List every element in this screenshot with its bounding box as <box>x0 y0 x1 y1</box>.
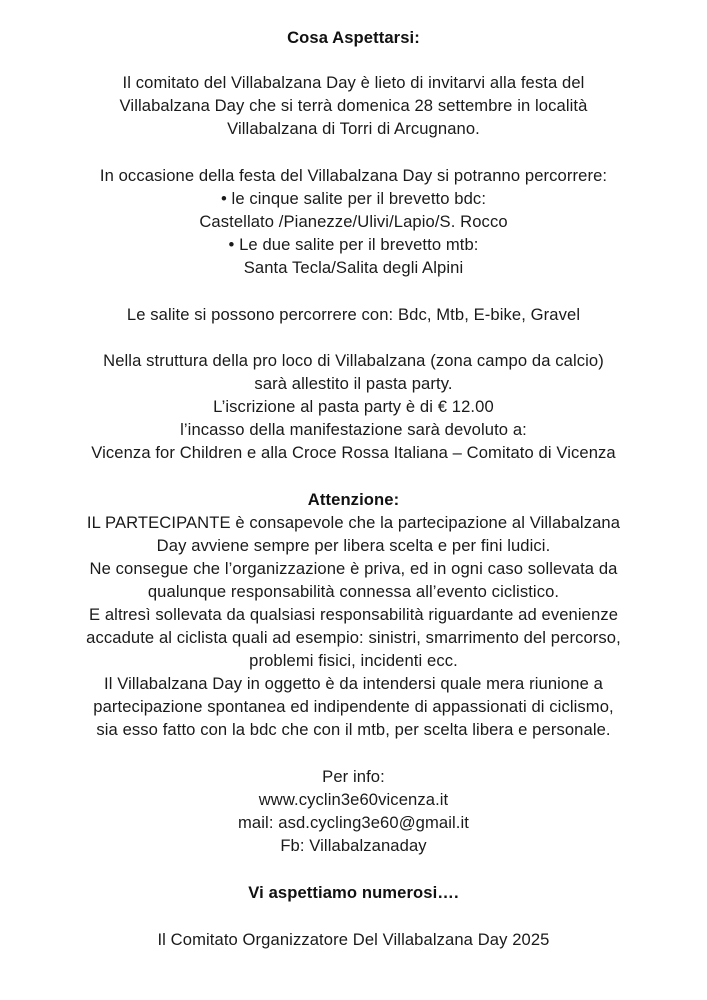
routes-line-4: • Le due salite per il brevetto mtb: <box>228 235 479 254</box>
routes-line-5: Santa Tecla/Salita degli Alpini <box>243 258 464 277</box>
signature-line: Il Comitato Organizzatore Del Villabalzana Day 2025 <box>157 930 550 949</box>
attention-line-10: sia esso fatto con la bdc che con il mtb, per scelta libera e personale. <box>96 720 611 739</box>
pasta-party-line-1: Nella struttura della pro loco di Villabalzana (zona campo da calcio) <box>103 351 604 370</box>
intro-line-3: Villabalzana di Torri di Arcugnano. <box>227 119 480 138</box>
info-website: www.cyclin3e60vicenza.it <box>258 790 449 809</box>
attention-line-2: Day avviene sempre per libera scelta e per fini ludici. <box>156 536 551 555</box>
attention-line-5: E altresì sollevata da qualsiasi responsabilità riguardante ad evenienze <box>88 605 619 624</box>
attention-line-9: partecipazione spontanea ed indipendente di appassionati di ciclismo, <box>93 697 614 716</box>
routes-line-3: Castellato /Pianezze/Ulivi/Lapio/S. Rocco <box>199 212 508 231</box>
routes-line-1: In occasione della festa del Villabalzana Day si potranno percorrere: <box>99 166 608 185</box>
pasta-party-line-4: l’incasso della manifestazione sarà devoluto a: <box>180 420 527 439</box>
section-title-attenzione: Attenzione: <box>307 490 400 509</box>
attention-line-8: Il Villabalzana Day in oggetto è da intendersi quale mera riunione a <box>104 674 603 693</box>
intro-line-2: Villabalzana Day che si terrà domenica 28 settembre in località <box>119 96 588 115</box>
bikes-line: Le salite si possono percorrere con: Bdc, Mtb, E-bike, Gravel <box>126 305 581 324</box>
section-title-cosa-aspettarsi: Cosa Aspettarsi: <box>287 28 420 47</box>
attention-line-7: problemi fisici, incidenti ecc. <box>249 651 458 670</box>
pasta-party-line-3: L’iscrizione al pasta party è di € 12.00 <box>213 397 494 416</box>
info-facebook: Fb: Villabalzanaday <box>280 836 427 855</box>
info-email: mail: asd.cycling3e60@gmail.it <box>238 813 469 832</box>
pasta-party-line-5: Vicenza for Children e alla Croce Rossa Italiana – Comitato di Vicenza <box>91 443 616 462</box>
closing-line: Vi aspettiamo numerosi…. <box>248 883 459 902</box>
routes-line-2: • le cinque salite per il brevetto bdc: <box>220 189 487 208</box>
attention-line-4: qualunque responsabilità connessa all’evento ciclistico. <box>147 582 560 601</box>
info-heading: Per info: <box>322 767 385 786</box>
pasta-party-line-2: sarà allestito il pasta party. <box>254 374 453 393</box>
attention-line-1: IL PARTECIPANTE è consapevole che la partecipazione al Villabalzana <box>86 513 621 532</box>
attention-line-6: accadute al ciclista quali ad esempio: sinistri, smarrimento del percorso, <box>86 628 621 647</box>
intro-line-1: Il comitato del Villabalzana Day è lieto di invitarvi alla festa del <box>122 73 585 92</box>
attention-line-3: Ne consegue che l’organizzazione è priva, ed in ogni caso sollevata da <box>89 559 618 578</box>
